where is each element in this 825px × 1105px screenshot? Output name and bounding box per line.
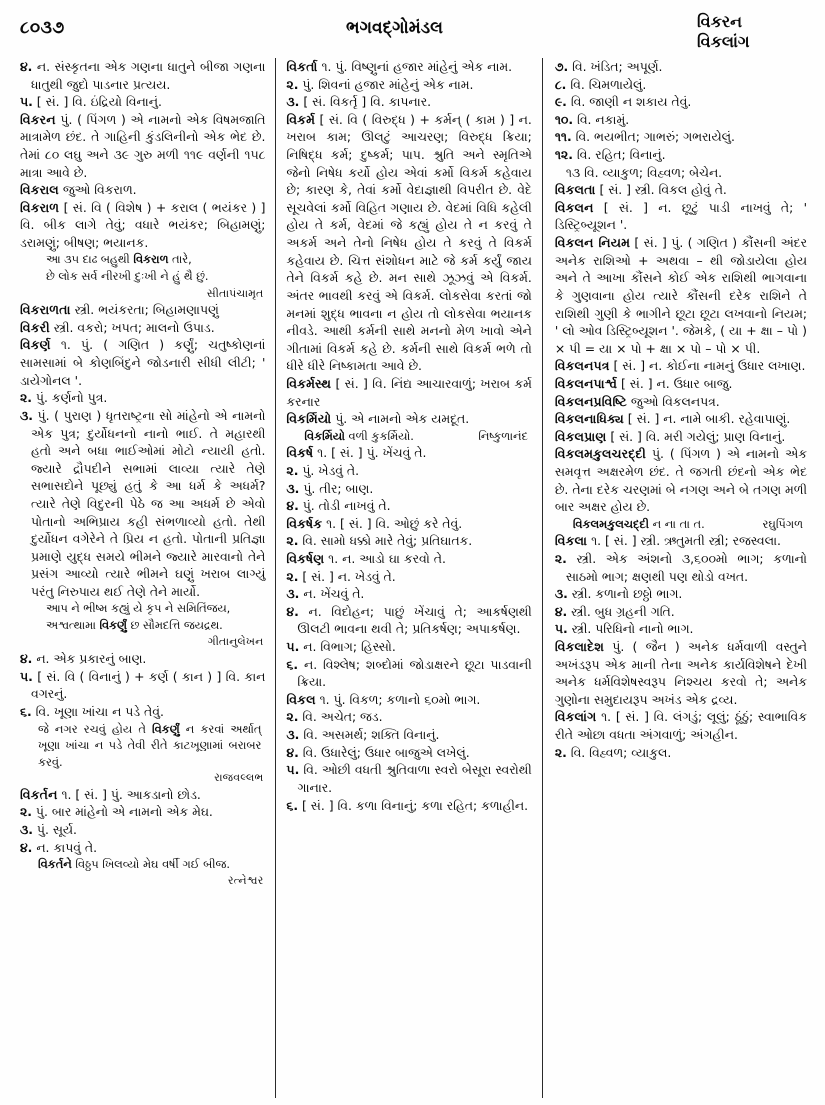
headword: વિકર્તન [20, 786, 58, 802]
sense-number: ૨. [286, 462, 299, 478]
entry-definition: વિકલનપાર્શ્વ [ સં. ] ન. ઉધાર બાજુ. [554, 375, 733, 391]
entry-definition: વિકર્તન ૧. [ સં. ] પું. આકડાનો છોડ. [20, 786, 201, 802]
sense-number: ૩. [286, 727, 300, 743]
headword: વિકલનપ્રવિષ્ટિ [554, 393, 627, 409]
headword: વિકર્મિયો [286, 411, 332, 427]
continuation-line: ૧૩ વિ. વ્યાકુળ; વિહ્વળ; બેચેન. [565, 164, 723, 180]
sense-line: ૨. વિ. વિહ્વળ; વ્યાકુલ. [554, 744, 672, 760]
citation-source: સીતાપંચામૃત [206, 286, 264, 300]
sense-line: ૧૧. વિ. ભયભીત; ગાભરું; ગભરાયેલું. [554, 129, 735, 145]
entry-definition: વિકલનપત્ર [ સં. ] ન. કોઈના નામનું ઉધાર લખાણ. [554, 358, 806, 374]
dictionary-entry [555, 445, 807, 532]
dictionary-entry [555, 410, 807, 428]
headword: વિકર્મસ્થ [286, 375, 332, 391]
entry-definition: વિકલપ્રાણ [ સં. ] વિ. મરી ગયેલું; પ્રાણ વિનાનું. [554, 428, 786, 444]
dictionary-entry [555, 532, 807, 638]
folio-number: ૮૦૩૭ [20, 18, 65, 38]
entry-definition: વિકલન નિયમ [ સં. ] પું. ( ગણિત ) કૌંસની અંદર અનેક રાશિઓ + અથવા – થી જોડાયેલા હોય અને તે આખા કૌંસને કોઈ એક રાશિથી ભાગવાના કે ગુણવાના હોય ત્યારે કૌંસની દરેક રાશિને તે રાશિથી ગુણી કે ભાગીને છૂટા છૂટા લખવાનો નિયમ; ' લો ઓવ ડિસ્ટ્રિબ્યૂશન '. જેમકે, ( યા + ક્ષા – પો ) × પી = યા × પો + ક્ષા × પો – પો × પી. [554, 235, 807, 356]
sense-number: ૨. [20, 804, 32, 820]
running-head [20, 12, 807, 56]
headword: વિકરાલ [20, 182, 59, 198]
dictionary-entry [555, 234, 807, 357]
entry-definition: વિકલ ૧. પું. વિકળ; કળાનો ૬૦મો ભાગ. [286, 691, 481, 707]
headword: વિકર્મ [286, 111, 316, 127]
headword: વિકલન [554, 199, 594, 215]
sense-number: ૬. [286, 656, 299, 672]
entry-definition: વિકર્ષ ૧. [ સં. ] પું. ખેંચવું તે. [286, 445, 427, 461]
dictionary-entry [20, 301, 265, 319]
dictionary-entry [555, 428, 807, 446]
sense-number: ૬. [286, 797, 299, 813]
entry-definition: વિકર્ણ ૧. પું. ( ગણિત ) કર્ણું; ચતુષ્કોણનાં સામસામાં બે કોણબિંદુને જોડનારી સીધી લીટી; ' ડાયેગોનલ '. [20, 337, 266, 388]
headword: વિકલનપત્ર [554, 358, 610, 374]
dictionary-entry [20, 336, 265, 785]
entry-definition: વિકરાલ જુઓ વિકરાળ. [20, 182, 137, 198]
headword: વિકલ [286, 691, 316, 707]
sense-line: ૭. વિ. ખંડિત; અપૂર્ણ. [554, 59, 663, 74]
citation-source: રત્નેશ્વર [227, 873, 264, 887]
sense-number: ૪. [286, 603, 299, 619]
sense-number: ૩. [286, 94, 300, 110]
entry-definition: વિકલતા [ સં. ] સ્ત્રી. વિકલ હોવું તે. [554, 182, 727, 198]
example-quotation: જે નગર રચવું હોય તે વિકર્ણું ન કરવાં અર્થાત્ ખૂણા ખાંચા ન પડે તેવી રીતે કાટખૂણામાં બરાબર કરવું. [38, 721, 262, 769]
example-quotation: વિકર્તને વિઠ્ઠપ ખિલવ્યો મેઘ વર્ષી ગઈ બીજ. [38, 857, 230, 872]
sense-number: ૫. [20, 668, 33, 684]
entry-definition: વિકલમકુલચરદ્દી પું. ( પિંગળ ) એ નામનો એક સમવૃત્ત અક્ષરમેળ છંદ. તે જગતી છંદનો એક ભેદ છે. તેના દરેક ચરણમાં બે નગણ અને બે તગણ મળી બાર અક્ષર હોય છે. [554, 446, 807, 515]
sense-line: ૨. પું. બાર માંહેનો એ નામનો એક મેઘ. [20, 804, 213, 820]
dictionary-entry [555, 708, 807, 761]
dictionary-entry [20, 111, 265, 181]
dictionary-entry [555, 638, 807, 708]
entry-definition: વિકરી સ્ત્રી. વકરો; ખપત; માલનો ઉપાડ. [20, 319, 215, 335]
sense-number: ૩. [286, 480, 300, 496]
sense-number: ૨. [554, 550, 567, 566]
sense-line: ૪. ન. વિદોહન; પાછું ખેંચાવું તે; આકર્ષણથી ઊલટી ભાવના થવી તે; પ્રતિકર્ષણ; અપાકર્ષણ. [286, 603, 532, 637]
sense-line: ૨. સ્ત્રી. એક અંશનો ૩,૬૦૦મો ભાગ; કળાનો સાઠમો ભાગ; ક્ષણથી પણ થોડો વખત. [554, 550, 807, 584]
sense-number: ૭. [554, 59, 569, 74]
sense-number: ૪. [20, 839, 33, 855]
headword: વિકરાળ [20, 199, 60, 215]
sense-number: ૩. [20, 822, 33, 838]
dictionary-entry [286, 515, 531, 550]
headword: વિકલનપાર્શ્વ [554, 375, 618, 391]
sense-line: ૫. ન. વિભાગ; હિસ્સો. [286, 639, 396, 655]
sense-line: ૨. વિ. સામો ધક્કો મારે તેવું; પ્રતિઘાતક. [286, 533, 473, 549]
sense-number: ૪. [20, 651, 33, 667]
sense-number: ૩. [286, 586, 300, 602]
sense-line: ૪. ન. એક પ્રકારનું બાણ. [20, 651, 147, 667]
guide-word-last: વિકલાંગ [697, 32, 750, 51]
example-quotation: વિકર્મિયો વળી કુકર્મિયો. નિષ્કુળાનંદ [304, 428, 528, 443]
headword: વિકલાંગ [554, 709, 597, 725]
entry-definition: વિકલનાધિક્ય [ સં. ] ન. નામે બાકી. રહેવાપાણું. [554, 411, 791, 427]
sense-line: ૩. [ સં. વિકર્તૃ ] વિ. કાપનાર. [286, 94, 432, 110]
citation-source: રાજવલ્લભ [214, 771, 264, 785]
headword: વિકલનાધિક્ય [554, 411, 624, 427]
sense-line: ૧૦. વિ. નકામું. [554, 111, 630, 127]
sense-line: ૩. વિ. અસમર્થ; શક્તિ વિનાનું. [286, 727, 440, 743]
sense-line: ૨. પું. શિવનાં હજાર માંહેનું એક નામ. [286, 76, 474, 92]
sense-number: ૫. [286, 762, 300, 778]
sense-number: ૪. [554, 603, 568, 619]
sense-line: ૬. [ સં. ] વિ. કળા વિનાનું; કળા રહિત; કળાહીન. [286, 797, 529, 813]
verse-line: આપ ને ભીષ્મ કહ્યું યે કૃપ ને સમિતિંજય, [46, 601, 231, 615]
dictionary-entry [286, 444, 531, 514]
book-title: ભગવદ્ગોમંડલ [346, 18, 443, 38]
sense-number: ૫. [554, 621, 568, 637]
dictionary-entry [286, 410, 531, 444]
headword: વિકરાળતા [20, 302, 71, 318]
sense-line: ૨. પું. ખેડવું તે. [286, 462, 360, 478]
sense-number: ૨. [286, 709, 299, 725]
headword: વિકર્ષ [286, 445, 314, 461]
verse-line: છે લોક સર્વ નીરખી દુઃખી ને હું થૈ છું. [46, 269, 209, 283]
verse-line: આ ૩૫ દાઢ બહુથી વિકરાળ તારે, [46, 252, 192, 266]
guide-word-first: વિકરન [697, 12, 743, 31]
sense-line: ૩. પું. ( પુરાણ ) ધૃતરાષ્ટ્રના સો માંહેનો એ નામનો એક પુત્ર; દુર્યોધનનો નાનો ભાઈ. તે મહારથી હતો અને બધા ભાઈઓમાં મોટો ન્યાયી હતો. જ્યારે દ્રૌપદીને સભામાં લાવ્યા ત્યારે તેણે સભાસદોને પૂછ્યું હતું કે આ ધર્મ કે અધર્મ? ત્યારે તેણે વિદુરની પેઠે જ આ અધર્મ છે એવો પોતાનો અભિપ્રાય કહી સંભળાવ્યો હતો. તેથી દુર્યોધન વગેરેને તે પ્રિય ન હતો. પોતાની પ્રતિજ્ઞા પ્રમાણે યુદ્ધ સમયે ભીમને જ્યારે મારવાનો તેને પ્રસંગ આવ્યો ત્યારે ભીમને ઘણું ખરાબ લાગ્યું પરંતુ નિરુપાય થઈ તેણે તેને માર્યો. [20, 407, 266, 599]
sense-number: ૨. [554, 744, 567, 760]
entry-definition: વિકર્ષણ ૧. ન. આડો ઘા કરવો તે. [286, 550, 446, 566]
column-2 [275, 58, 541, 1098]
sense-line: ૩. સ્ત્રી. કળાનો છઠ્ઠો ભાગ. [554, 586, 683, 602]
headword: વિકર્તા [286, 59, 318, 74]
column-3 [542, 58, 807, 1098]
dictionary-entry [20, 199, 265, 301]
headword: વિકલપ્રાણ [554, 428, 607, 444]
verse-line: અશ્વત્થામા વિકર્ણું છ સૌમદત્તિ જયદ્રથ. [46, 618, 223, 632]
sense-line: ૫. સ્ત્રી. પરિધિનો નાનો ભાગ. [554, 621, 694, 637]
dictionary-entry [286, 375, 531, 410]
sense-line: ૨. [ સં. ] ન. ખેડવું તે. [286, 568, 396, 584]
sense-line: ૯. વિ. જાણી ન શકાય તેવું. [554, 94, 692, 110]
sense-line: ૩. પું. તીર; બાણ. [286, 480, 374, 496]
dictionary-entry [555, 181, 807, 199]
column-1 [20, 58, 275, 1098]
sense-line: ૪. ન. કાપવું તે. [20, 839, 98, 855]
dictionary-entry [20, 58, 265, 111]
headword: વિકલન નિયમ [554, 235, 631, 251]
headword: વિકલમકુલચરદ્દી [554, 446, 647, 462]
headword: વિકર્ષણ [286, 550, 325, 566]
sense-line: ૪. વિ. ઉધારેલું; ઉધાર બાજુએ લખેલું. [286, 744, 470, 760]
entry-definition: વિકલાદેશ પું. ( જૈન ) અનેક ધર્મવાળી વસ્તુને અખંડરૂપ એક માની તેના અનેક કાર્યવિશેષને દેખી અનેક ધર્મવિશેષસ્વરૂપ નિશ્ચય કરવો તે; અનેક ગુણોના સમુદાયરૂપ અખંડ એક દ્રવ્ય. [554, 639, 807, 707]
dictionary-entry [555, 375, 807, 393]
headword: વિકર્ષક [286, 515, 323, 531]
headword: વિકરી [20, 319, 50, 335]
entry-definition: વિકર્તા ૧. પું. વિષ્ણુનાં હજાર માંહેનું એક નામ. [286, 59, 513, 74]
sense-number: ૯. [554, 94, 567, 110]
sense-number: ૮. [554, 76, 567, 92]
entry-definition: વિકર્મસ્થ [ સં. ] વિ. નિંદ્ય આચારવાળું; ખરાબ કર્મ કરનાર [286, 375, 532, 409]
entry-definition: વિકરાળતા સ્ત્રી. ભયંકરતા; બિહામણાપણું [20, 302, 219, 318]
entry-definition: વિકર્મિયો પું. એ નામનો એક યમદૂત. [286, 411, 470, 427]
headword: વિકર્ણ [20, 337, 51, 353]
sense-line: ૩. પું. સૂર્ય. [20, 822, 77, 838]
sense-number: ૩. [20, 407, 33, 423]
sense-line: ૮. વિ. ચિમળાયેલું. [554, 76, 647, 92]
sense-line: ૪. સ્ત્રી. બુધ ગ્રહની ગતિ. [554, 603, 675, 619]
sense-line: ૪. પું. તોડી નાખવું તે. [286, 498, 391, 514]
sense-line: ૫. [ સં. ] વિ. ઇંદ્રિયો વિનાનું. [20, 94, 162, 110]
dictionary-entry [555, 199, 807, 234]
entry-definition: વિકર્ષક ૧. [ સં. ] વિ. ઓછું કરે તેવું. [286, 515, 463, 531]
dictionary-entry [286, 58, 531, 111]
dictionary-entry [286, 691, 531, 814]
dictionary-entry [20, 319, 265, 337]
sense-line: ૪. ન. સંસ્કૃતના એક ગણના ધાતુને બીજા ગણના ધાતુથી જુદો પાડનાર પ્રત્યય. [20, 59, 266, 92]
dictionary-entry [286, 111, 531, 375]
entry-definition: વિકલા ૧. [ સં. ] સ્ત્રી. ઋતુમતી સ્ત્રી; રજસ્વલા. [554, 533, 781, 549]
sense-line: ૬. ન. વિશ્લેષ; શબ્દોમાં જોડાક્ષરને છૂટા પાડવાની ક્રિયા. [286, 656, 532, 690]
headword: વિકલતા [554, 182, 596, 198]
dictionary-entry [286, 550, 531, 691]
sense-number: ૨. [20, 390, 32, 406]
sense-number: ૨. [286, 533, 299, 549]
entry-definition: વિકલનપ્રવિષ્ટિ જુઓ વિકલનપત્ર. [554, 393, 720, 409]
sense-number: ૩. [554, 586, 568, 602]
example-quotation: વિકલમકુલચદ્દી ન ના તા ત. રઘુપિંગળ [572, 516, 803, 531]
sense-line: ૬. વિ. ખૂણા ખાંચા ન પડે તેવું. [20, 703, 164, 719]
column-container [20, 58, 807, 1098]
sense-number: ૪. [286, 744, 299, 760]
sense-number: ૨. [286, 76, 299, 92]
sense-number: ૧૧. [554, 129, 572, 145]
sense-line: ૫. [ સં. વિ ( વિનાનું ) + કર્ણ ( કાન ) ] વિ. કાન વગરનું. [20, 668, 266, 702]
entry-definition: વિકલાંગ ૧. [ સં. ] વિ. લંગડું; લૂલું; ઠૂંઠું; સ્વાભાવિક રીતે ઓછા વધતા અંગવાળું; અંગહીન. [554, 709, 807, 743]
sense-number: ૬. [20, 703, 32, 719]
headword: વિકલા [554, 533, 588, 549]
entry-definition: વિકર્મ [ સં. વિ ( વિરુદ્ધ ) + કર્મન્ ( કામ ) ] ન. ખરાબ કામ; ઊલટું આચરણ; વિરુદ્ધ ક્રિયા; નિષિદ્ધ કર્મ; દુષ્કર્મ; પાપ. શ્રુતિ અને સ્મૃતિએ જેનો નિષેધ કર્યો હોય એવાં કર્મો વિકર્મ કહેવાય છે; કારણ કે, તેવાં કર્મો વેદાજ્ઞાથી વિપરીત છે. વેદે સૂચવેલાં કર્મો વિહિત ગણાય છે. વેદમાં વિધિ કહેલી હોય તે કર્મ, વેદમાં જે કહ્યું હોય તે ન કરવું તે અકર્મ અને તેનો નિષેધ હોય તે કરવું તે વિકર્મ કહેવાય છે. ચિત્ત સંશોધન માટે જે કર્મ કર્યું જાય તેને વિકર્મ કહે છે. મન સાથે ઝૂઝવું એ વિકર્મ. અંતર ભાવથી કરવું એ વિકર્મ. લોકસેવા કરતાં જો મનમાં શુદ્ધ ભાવના ન હોય તો લોકસેવા ભયાનક નીવડે. આથી કર્મની સાથે મનનો મેળ ખાવો એને ગીતામાં વિકર્મ કહે છે. કર્મની સાથે વિકર્મ ભળે તો ધીરે ધીરે નિષ્કામતા આવે છે. [286, 111, 532, 374]
entry-definition: વિકલન [ સં. ] ન. છૂટું પાડી નાખવું તે; ' ડિસ્ટ્રિબ્યૂશન '. [554, 199, 807, 233]
guide-words [659, 12, 807, 52]
dictionary-entry [555, 58, 807, 181]
sense-line: ૨. પું. કર્ણનો પુત્ર. [20, 390, 108, 406]
sense-number: ૫. [286, 639, 300, 655]
headword: વિકલાદેશ [554, 639, 604, 655]
entry-definition: વિકરન પું. ( પિંગળ ) એ નામનો એક વિષમજાતિ માત્રામેળ છંદ. તે ગાહિની કુંડલિનીનો એક ભેદ છે. તેમાં ૮૦ લઘુ અને ૩૯ ગુરુ મળી ૧૧૯ વર્ણની ૧૫૮ માત્રા આવે છે. [20, 111, 266, 180]
sense-line: ૨. વિ. અચેત; જડ. [286, 709, 383, 725]
sense-number: ૨. [286, 568, 299, 584]
sense-number: ૪. [20, 59, 33, 74]
citation-source: ગીતાનુલેખન [207, 635, 264, 649]
entry-definition: વિકરાળ [ સં. વિ ( વિશેષ ) + કરાલ ( ભયંકર ) ] વિ. બીક લાગે તેવું; વધારે ભયંકર; બિહામણું; ડરામણું; બીષણ; ભયાનક. [20, 199, 266, 251]
sense-line: ૩. ન. ખેંચવું તે. [286, 586, 365, 602]
sense-line: ૫. વિ. ઓછી વધતી શ્રુતિવાળા સ્વરો બેસૂરા સ્વરોથી ગાનાર. [286, 762, 532, 795]
sense-number: ૪. [286, 498, 299, 514]
dictionary-entry [555, 393, 807, 411]
dictionary-entry [555, 357, 807, 375]
sense-number: ૧૨. [554, 147, 573, 163]
dictionary-entry [20, 786, 265, 889]
headword: વિકરન [20, 111, 56, 127]
sense-number: ૫. [20, 94, 33, 110]
sense-line: ૧૨. વિ. રહિત; વિનાનું. [554, 147, 666, 163]
dictionary-entry [20, 181, 265, 199]
sense-number: ૧૦. [554, 111, 574, 127]
